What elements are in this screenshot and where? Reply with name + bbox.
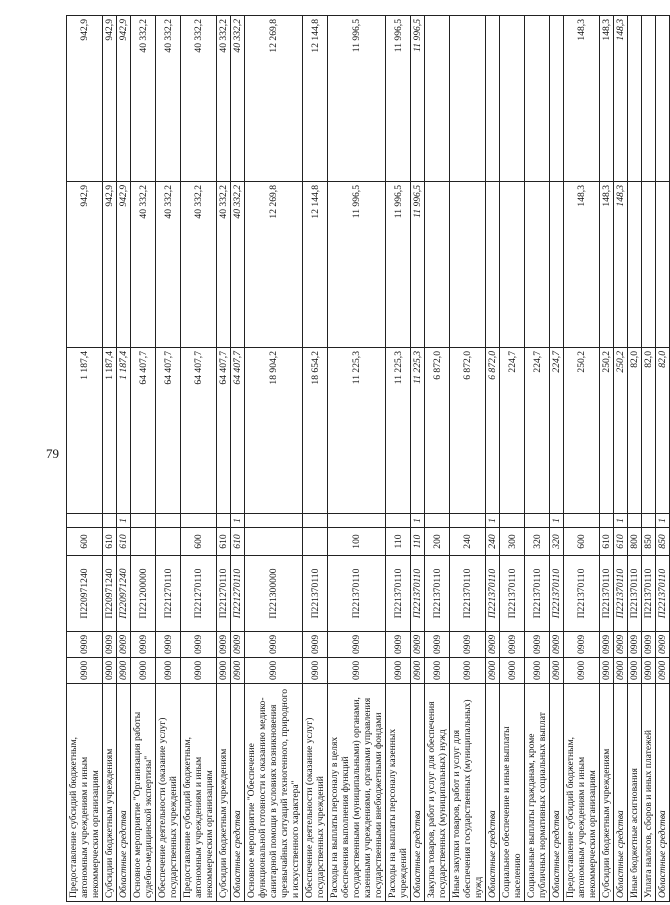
section-code-cell: 0909: [614, 632, 628, 658]
row-name-cell: Расходы на выплаты персоналу в целях обеспечения выполнения функций государственными (муниципальными) органами, казенными учреждениями, органами управления государственными внебюджетными фондами: [328, 684, 386, 902]
source-code-cell: [156, 514, 181, 528]
row-name-cell: Субсидии бюджетным учреждениям: [217, 684, 231, 902]
ministry-code-cell: 0900: [117, 658, 131, 684]
expense-type-cell: 320: [525, 528, 550, 556]
amount-year-2-cell: [425, 182, 450, 348]
amount-year-3-cell: 11 996,5: [411, 16, 425, 182]
row-name-cell: Областные средства: [486, 684, 500, 902]
amount-year-1-cell: 64 407,7: [131, 348, 156, 514]
amount-year-3-cell: 11 996,5: [386, 16, 411, 182]
expense-type-cell: 610: [600, 528, 614, 556]
amount-year-1-cell: 1 187,4: [67, 348, 103, 514]
source-code-cell: 1: [614, 514, 628, 528]
expense-type-cell: 600: [181, 528, 217, 556]
source-code-cell: 1: [656, 514, 670, 528]
table-row: [386, 16, 411, 902]
source-code-cell: [386, 514, 411, 528]
target-article-cell: П221200000: [131, 556, 156, 632]
rotated-budget-table-container: [66, 16, 668, 902]
table-row: [500, 16, 525, 902]
section-code-cell: 0909: [642, 632, 656, 658]
amount-year-1-cell: 250,2: [614, 348, 628, 514]
amount-year-3-cell: 942,9: [67, 16, 103, 182]
row-name-cell: Областные средства: [550, 684, 564, 902]
ministry-code-cell: 0900: [628, 658, 642, 684]
ministry-code-cell: 0900: [564, 658, 600, 684]
ministry-code-cell: 0900: [411, 658, 425, 684]
amount-year-3-cell: 148,3: [564, 16, 600, 182]
amount-year-3-cell: [450, 16, 486, 182]
ministry-code-cell: 0900: [328, 658, 386, 684]
amount-year-2-cell: 148,3: [614, 182, 628, 348]
ministry-code-cell: 0900: [550, 658, 564, 684]
ministry-code-cell: 0900: [67, 658, 103, 684]
row-name-cell: Иные бюджетные ассигнования: [628, 684, 642, 902]
source-code-cell: [600, 514, 614, 528]
expense-type-cell: 320: [550, 528, 564, 556]
source-code-cell: 1: [550, 514, 564, 528]
table-row: [117, 16, 131, 902]
table-row: [328, 16, 386, 902]
amount-year-3-cell: 12 144,8: [303, 16, 328, 182]
amount-year-3-cell: [550, 16, 564, 182]
amount-year-1-cell: 224,7: [525, 348, 550, 514]
amount-year-1-cell: 82,0: [642, 348, 656, 514]
row-name-cell: Иные закупки товаров, работ и услуг для обеспечения государственных (муниципальных) нужд: [450, 684, 486, 902]
amount-year-2-cell: [500, 182, 525, 348]
amount-year-1-cell: 6 872,0: [425, 348, 450, 514]
target-article-cell: П221370110: [628, 556, 642, 632]
target-article-cell: П221270110: [181, 556, 217, 632]
table-row: [156, 16, 181, 902]
row-name-cell: Субсидии бюджетным учреждениям: [103, 684, 117, 902]
ministry-code-cell: 0900: [103, 658, 117, 684]
target-article-cell: П221270110: [156, 556, 181, 632]
source-code-cell: [525, 514, 550, 528]
table-row: [450, 16, 486, 902]
source-code-cell: [425, 514, 450, 528]
table-row: [217, 16, 231, 902]
amount-year-1-cell: 6 872,0: [486, 348, 500, 514]
expense-type-cell: 300: [500, 528, 525, 556]
ministry-code-cell: 0900: [500, 658, 525, 684]
target-article-cell: П221270110: [217, 556, 231, 632]
section-code-cell: 0909: [156, 632, 181, 658]
expense-type-cell: 800: [628, 528, 642, 556]
amount-year-3-cell: 942,9: [117, 16, 131, 182]
amount-year-1-cell: 64 407,7: [181, 348, 217, 514]
table-row: [303, 16, 328, 902]
ministry-code-cell: 0900: [525, 658, 550, 684]
target-article-cell: П221370110: [411, 556, 425, 632]
section-code-cell: 0909: [500, 632, 525, 658]
table-row: [181, 16, 217, 902]
expense-type-cell: 610: [217, 528, 231, 556]
expense-type-cell: 850: [642, 528, 656, 556]
section-code-cell: 0909: [303, 632, 328, 658]
row-name-cell: Расходы на выплаты персоналу казенных учреждений: [386, 684, 411, 902]
amount-year-1-cell: 11 225,3: [386, 348, 411, 514]
amount-year-1-cell: 1 187,4: [103, 348, 117, 514]
ministry-code-cell: 0900: [614, 658, 628, 684]
page-number: 79: [46, 446, 59, 461]
amount-year-2-cell: 40 332,2: [217, 182, 231, 348]
expense-type-cell: 610: [117, 528, 131, 556]
amount-year-2-cell: 40 332,2: [156, 182, 181, 348]
target-article-cell: П221370110: [450, 556, 486, 632]
amount-year-2-cell: [525, 182, 550, 348]
amount-year-2-cell: 148,3: [564, 182, 600, 348]
target-article-cell: П220971240: [67, 556, 103, 632]
expense-type-cell: 110: [411, 528, 425, 556]
ministry-code-cell: 0900: [231, 658, 245, 684]
amount-year-3-cell: 12 269,8: [245, 16, 303, 182]
amount-year-3-cell: 40 332,2: [156, 16, 181, 182]
amount-year-3-cell: 11 996,5: [328, 16, 386, 182]
amount-year-1-cell: 224,7: [550, 348, 564, 514]
section-code-cell: 0909: [628, 632, 642, 658]
amount-year-1-cell: 250,2: [600, 348, 614, 514]
amount-year-2-cell: [642, 182, 656, 348]
expense-type-cell: 850: [656, 528, 670, 556]
source-code-cell: [450, 514, 486, 528]
source-code-cell: 1: [411, 514, 425, 528]
section-code-cell: 0909: [656, 632, 670, 658]
amount-year-1-cell: 6 872,0: [450, 348, 486, 514]
ministry-code-cell: 0900: [425, 658, 450, 684]
section-code-cell: 0909: [67, 632, 103, 658]
source-code-cell: [564, 514, 600, 528]
table-row: [411, 16, 425, 902]
section-code-cell: 0909: [411, 632, 425, 658]
amount-year-2-cell: 12 269,8: [245, 182, 303, 348]
expense-type-cell: 600: [67, 528, 103, 556]
amount-year-3-cell: [486, 16, 500, 182]
target-article-cell: П221370110: [525, 556, 550, 632]
section-code-cell: 0909: [550, 632, 564, 658]
expense-type-cell: [156, 528, 181, 556]
amount-year-3-cell: 40 332,2: [217, 16, 231, 182]
source-code-cell: [303, 514, 328, 528]
table-row: [614, 16, 628, 902]
row-name-cell: Предоставление субсидий бюджетным, автономным учреждениям и иным некоммерческим организациям: [181, 684, 217, 902]
amount-year-2-cell: 942,9: [103, 182, 117, 348]
amount-year-3-cell: 40 332,2: [231, 16, 245, 182]
section-code-cell: 0909: [486, 632, 500, 658]
row-name-cell: Закупка товаров, работ и услуг для обеспечения государственных (муниципальных) нужд: [425, 684, 450, 902]
source-code-cell: [103, 514, 117, 528]
target-article-cell: П221370110: [550, 556, 564, 632]
expense-type-cell: [131, 528, 156, 556]
table-row: [67, 16, 103, 902]
target-article-cell: П221370110: [425, 556, 450, 632]
budget-table: [66, 15, 670, 902]
table-row: [642, 16, 656, 902]
amount-year-1-cell: 1 187,4: [117, 348, 131, 514]
ministry-code-cell: 0900: [131, 658, 156, 684]
ministry-code-cell: 0900: [450, 658, 486, 684]
source-code-cell: [628, 514, 642, 528]
target-article-cell: П221370110: [614, 556, 628, 632]
row-name-cell: Основное мероприятие "Обеспечение функциональной готовности к оказанию медико-санитарной помощи в условиях возникновения чрезвычайных ситуаций техногенного, природного и искусственного характера": [245, 684, 303, 902]
expense-type-cell: [245, 528, 303, 556]
section-code-cell: 0909: [600, 632, 614, 658]
target-article-cell: П221370110: [656, 556, 670, 632]
target-article-cell: П221370110: [486, 556, 500, 632]
section-code-cell: 0909: [217, 632, 231, 658]
amount-year-1-cell: 18 904,2: [245, 348, 303, 514]
amount-year-1-cell: 64 407,7: [156, 348, 181, 514]
section-code-cell: 0909: [328, 632, 386, 658]
ministry-code-cell: 0900: [600, 658, 614, 684]
target-article-cell: П221300000: [245, 556, 303, 632]
expense-type-cell: 240: [450, 528, 486, 556]
amount-year-3-cell: [425, 16, 450, 182]
source-code-cell: 1: [486, 514, 500, 528]
table-row: [245, 16, 303, 902]
target-article-cell: П221370110: [303, 556, 328, 632]
table-row: [131, 16, 156, 902]
row-name-cell: Социальные выплаты гражданам, кроме публичных нормативных социальных выплат: [525, 684, 550, 902]
expense-type-cell: 240: [486, 528, 500, 556]
row-name-cell: Областные средства: [614, 684, 628, 902]
amount-year-2-cell: [656, 182, 670, 348]
target-article-cell: П220971240: [103, 556, 117, 632]
amount-year-2-cell: 40 332,2: [181, 182, 217, 348]
amount-year-3-cell: 40 332,2: [131, 16, 156, 182]
ministry-code-cell: 0900: [486, 658, 500, 684]
row-name-cell: Обеспечение деятельности (оказание услуг) государственных учреждений: [156, 684, 181, 902]
table-row: [103, 16, 117, 902]
amount-year-2-cell: [550, 182, 564, 348]
amount-year-1-cell: 82,0: [628, 348, 642, 514]
amount-year-1-cell: 11 225,3: [411, 348, 425, 514]
row-name-cell: Областные средства: [117, 684, 131, 902]
amount-year-3-cell: 40 332,2: [181, 16, 217, 182]
amount-year-1-cell: 250,2: [564, 348, 600, 514]
amount-year-3-cell: 942,9: [103, 16, 117, 182]
row-name-cell: Социальное обеспечение и иные выплаты населению: [500, 684, 525, 902]
ministry-code-cell: 0900: [181, 658, 217, 684]
amount-year-2-cell: 11 996,5: [328, 182, 386, 348]
section-code-cell: 0909: [245, 632, 303, 658]
amount-year-3-cell: [500, 16, 525, 182]
row-name-cell: Основное мероприятие "Организация работы судебно-медицинской экспертизы": [131, 684, 156, 902]
amount-year-2-cell: 11 996,5: [411, 182, 425, 348]
amount-year-1-cell: 18 654,2: [303, 348, 328, 514]
amount-year-1-cell: 11 225,3: [328, 348, 386, 514]
section-code-cell: 0909: [564, 632, 600, 658]
section-code-cell: 0909: [231, 632, 245, 658]
section-code-cell: 0909: [386, 632, 411, 658]
source-code-cell: [181, 514, 217, 528]
table-row: [628, 16, 642, 902]
section-code-cell: 0909: [117, 632, 131, 658]
amount-year-1-cell: 82,0: [656, 348, 670, 514]
ministry-code-cell: 0900: [386, 658, 411, 684]
amount-year-3-cell: 148,3: [614, 16, 628, 182]
table-row: [486, 16, 500, 902]
expense-type-cell: 600: [564, 528, 600, 556]
section-code-cell: 0909: [131, 632, 156, 658]
amount-year-3-cell: [628, 16, 642, 182]
table-row: [564, 16, 600, 902]
table-row: [525, 16, 550, 902]
ministry-code-cell: 0900: [642, 658, 656, 684]
amount-year-2-cell: 942,9: [117, 182, 131, 348]
section-code-cell: 0909: [181, 632, 217, 658]
target-article-cell: П220971240: [117, 556, 131, 632]
amount-year-2-cell: 12 144,8: [303, 182, 328, 348]
source-code-cell: [67, 514, 103, 528]
amount-year-2-cell: 40 332,2: [131, 182, 156, 348]
amount-year-2-cell: 40 332,2: [231, 182, 245, 348]
source-code-cell: [217, 514, 231, 528]
amount-year-2-cell: [450, 182, 486, 348]
target-article-cell: П221370110: [600, 556, 614, 632]
ministry-code-cell: 0900: [303, 658, 328, 684]
expense-type-cell: 610: [103, 528, 117, 556]
row-name-cell: Областные средства: [411, 684, 425, 902]
expense-type-cell: 100: [328, 528, 386, 556]
target-article-cell: П221370110: [500, 556, 525, 632]
table-row: [231, 16, 245, 902]
row-name-cell: Предоставление субсидий бюджетным, автономным учреждениям и иным некоммерческим организациям: [67, 684, 103, 902]
target-article-cell: П221370110: [642, 556, 656, 632]
source-code-cell: 1: [117, 514, 131, 528]
amount-year-2-cell: 148,3: [600, 182, 614, 348]
amount-year-2-cell: [628, 182, 642, 348]
expense-type-cell: 110: [386, 528, 411, 556]
expense-type-cell: 610: [614, 528, 628, 556]
section-code-cell: 0909: [425, 632, 450, 658]
amount-year-1-cell: 64 407,7: [231, 348, 245, 514]
ministry-code-cell: 0900: [156, 658, 181, 684]
target-article-cell: П221370110: [328, 556, 386, 632]
table-row: [425, 16, 450, 902]
row-name-cell: Уплата налогов, сборов и иных платежей: [642, 684, 656, 902]
amount-year-1-cell: 224,7: [500, 348, 525, 514]
expense-type-cell: 200: [425, 528, 450, 556]
target-article-cell: П221270110: [231, 556, 245, 632]
amount-year-3-cell: [656, 16, 670, 182]
row-name-cell: Областные средства: [656, 684, 670, 902]
section-code-cell: 0909: [525, 632, 550, 658]
amount-year-1-cell: 64 407,7: [217, 348, 231, 514]
amount-year-3-cell: 148,3: [600, 16, 614, 182]
table-row: [656, 16, 670, 902]
expense-type-cell: 610: [231, 528, 245, 556]
source-code-cell: [245, 514, 303, 528]
target-article-cell: П221370110: [564, 556, 600, 632]
row-name-cell: Субсидии бюджетным учреждениям: [600, 684, 614, 902]
amount-year-3-cell: [642, 16, 656, 182]
ministry-code-cell: 0900: [656, 658, 670, 684]
source-code-cell: [500, 514, 525, 528]
row-name-cell: Обеспечение деятельности (оказание услуг) государственных учреждений: [303, 684, 328, 902]
table-row: [550, 16, 564, 902]
source-code-cell: 1: [231, 514, 245, 528]
target-article-cell: П221370110: [386, 556, 411, 632]
amount-year-3-cell: [525, 16, 550, 182]
source-code-cell: [328, 514, 386, 528]
table-row: [600, 16, 614, 902]
row-name-cell: Областные средства: [231, 684, 245, 902]
section-code-cell: 0909: [450, 632, 486, 658]
amount-year-2-cell: 942,9: [67, 182, 103, 348]
amount-year-2-cell: 11 996,5: [386, 182, 411, 348]
amount-year-2-cell: [486, 182, 500, 348]
expense-type-cell: [303, 528, 328, 556]
row-name-cell: Предоставление субсидий бюджетным, автономным учреждениям и иным некоммерческим организациям: [564, 684, 600, 902]
budget-table-body: [67, 16, 670, 902]
ministry-code-cell: 0900: [217, 658, 231, 684]
source-code-cell: [642, 514, 656, 528]
source-code-cell: [131, 514, 156, 528]
section-code-cell: 0909: [103, 632, 117, 658]
ministry-code-cell: 0900: [245, 658, 303, 684]
